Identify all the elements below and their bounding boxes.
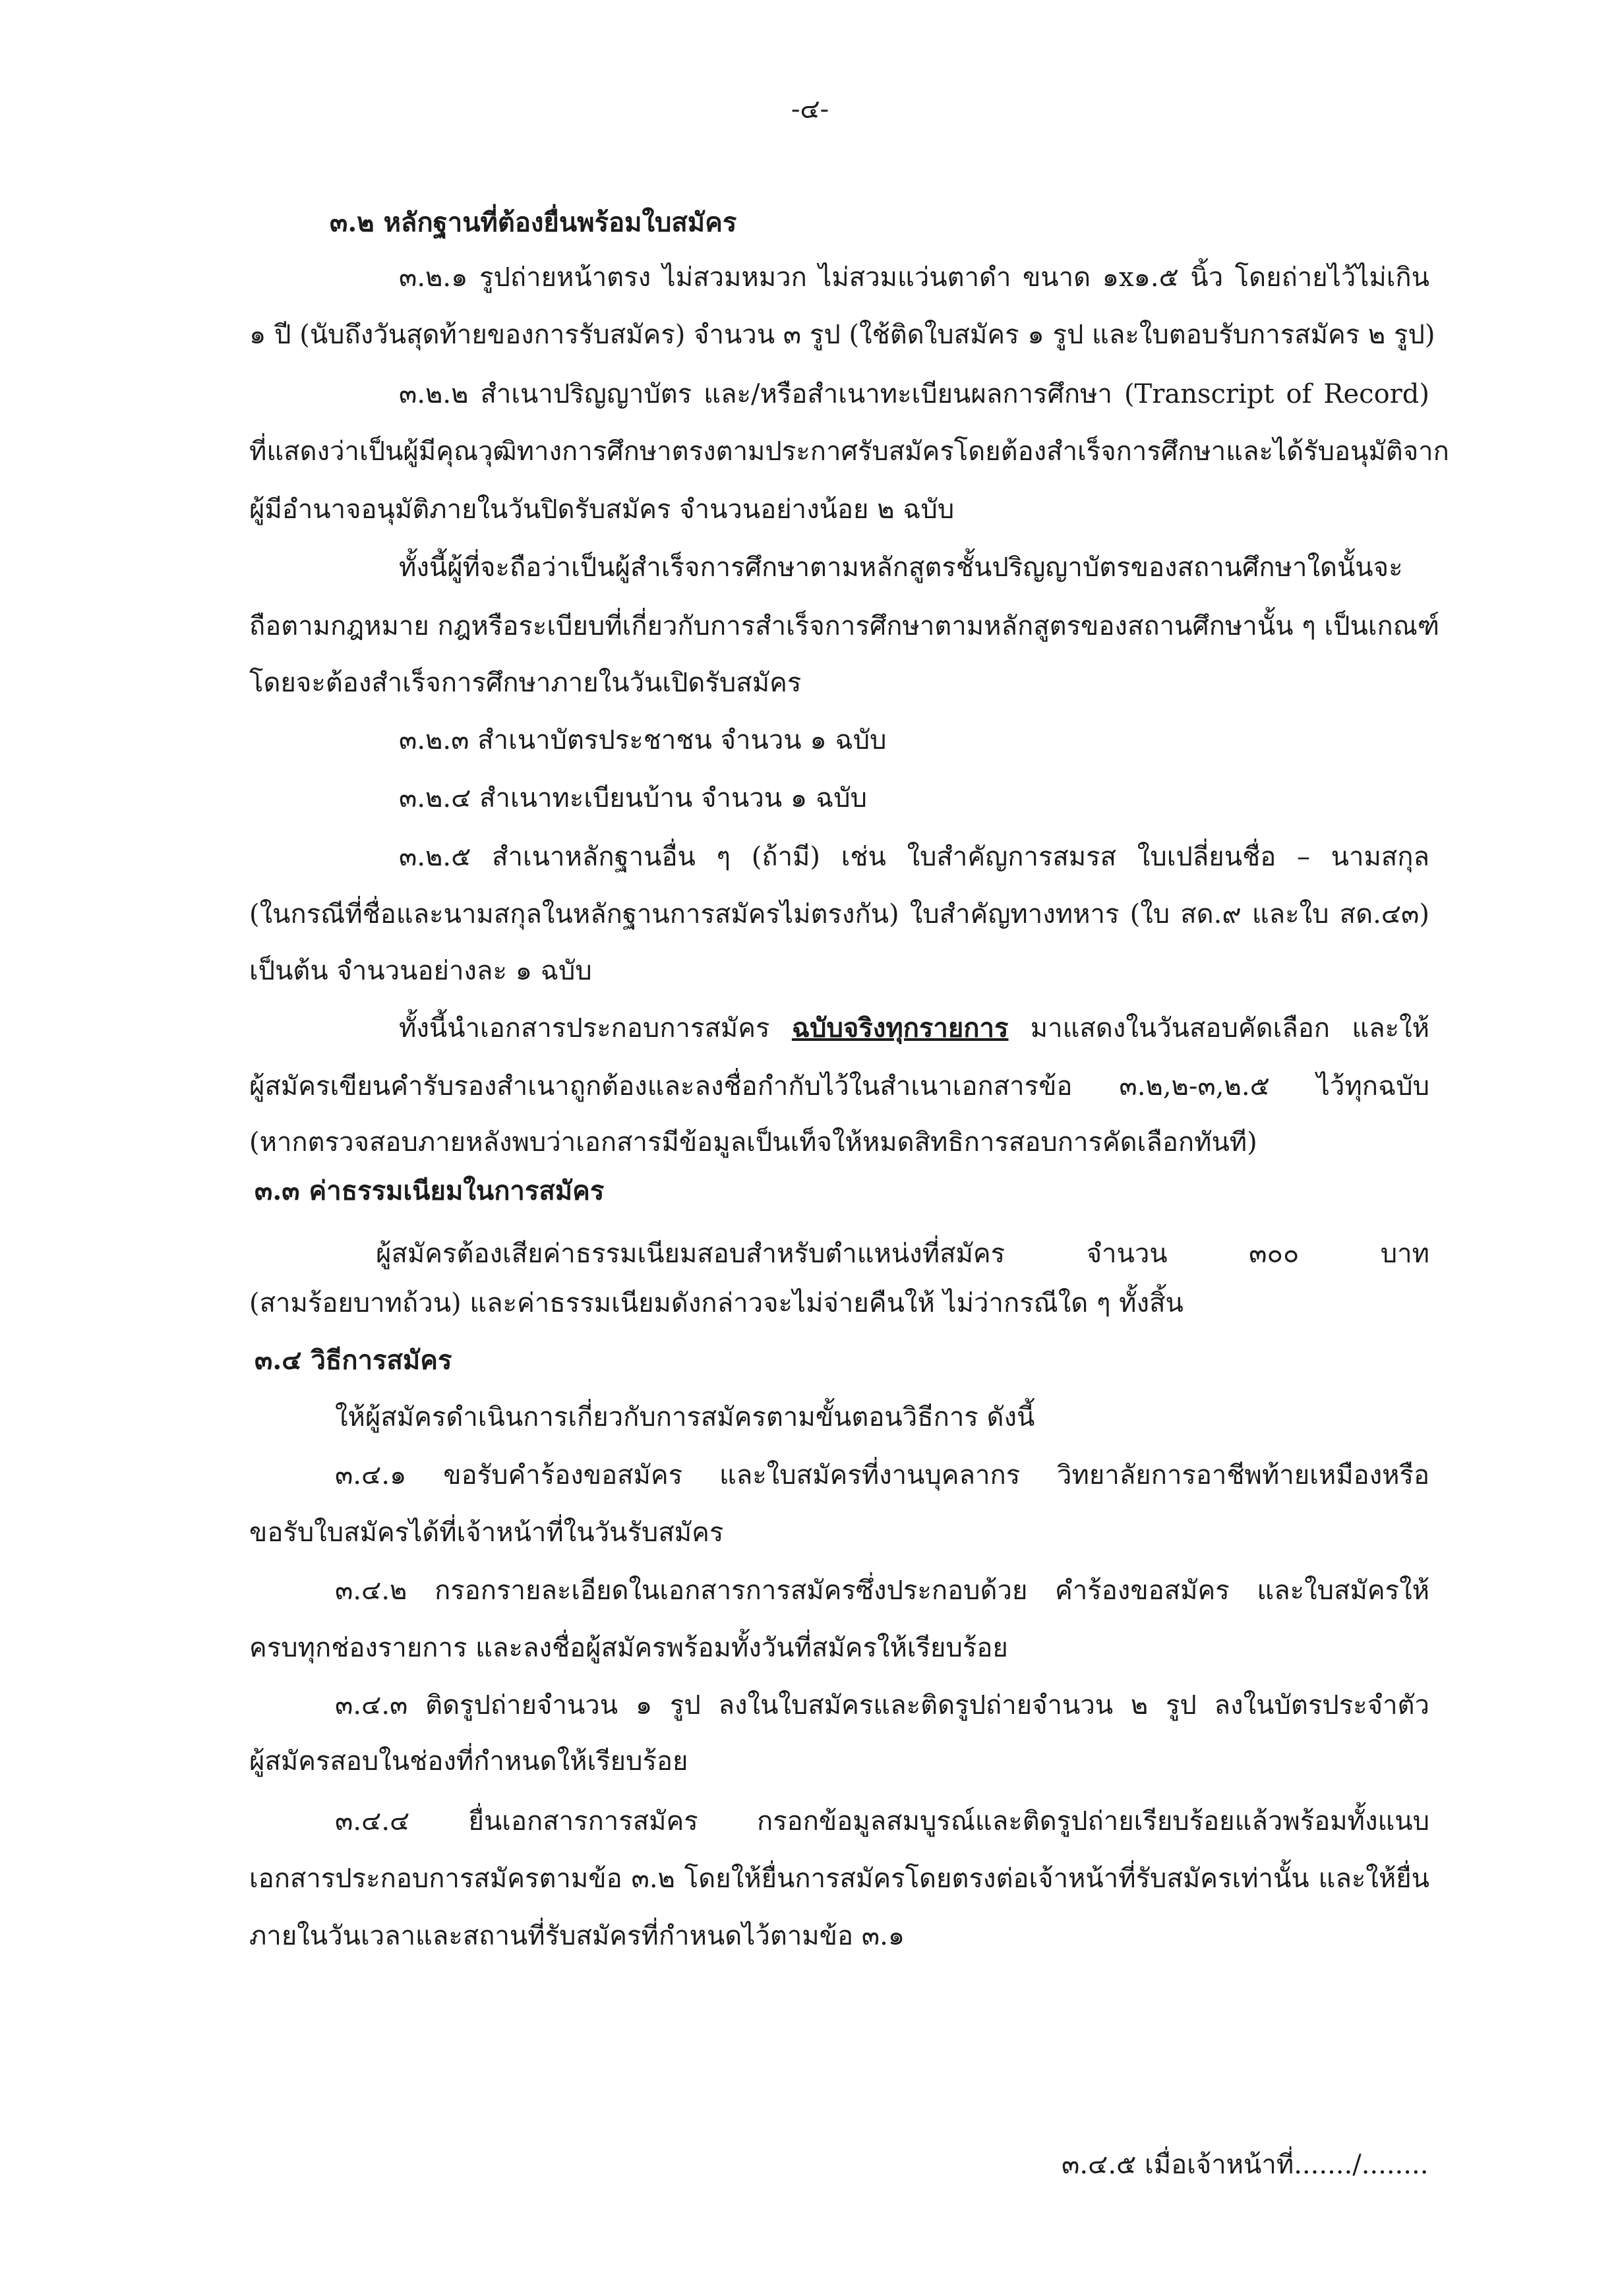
note-2-line-3: (หากตรวจสอบภายหลังพบว่าเอกสารมีข้อมูลเป็นเท็จให้หมดสิทธิการสอบการคัดเลือกทันที) [249, 1127, 1257, 1158]
note-1-line-2: ถือตามกฎหมาย กฎหรือระเบียบที่เกี่ยวกับการสำเร็จการศึกษาตามหลักสูตรของสถานศึกษานั้น ๆ เป็นเกณฑ์ [249, 611, 1440, 641]
fee-line-1: ผู้สมัครต้องเสียค่าธรรมเนียมสอบสำหรับตำแหน่งที่สมัคร จำนวน ๓๐๐ บาท [376, 1239, 1429, 1269]
page-number: -๔- [791, 94, 829, 125]
section-3-2-heading: ๓.๒ หลักฐานที่ต้องยื่นพร้อมใบสมัคร [330, 207, 737, 238]
item-3-2-4: ๓.๒.๔ สำเนาทะเบียนบ้าน จำนวน ๑ ฉบับ [399, 783, 867, 813]
section-3-3-heading: ๓.๓ ค่าธรรมเนียมในการสมัคร [255, 1175, 605, 1206]
item-3-2-1-line-1: ๓.๒.๑ รูปถ่ายหน้าตรง ไม่สวมหมวก ไม่สวมแว่นตาดำ ขนาด ๑x๑.๕ นิ้ว โดยถ่ายไว้ไม่เกิน [399, 262, 1429, 293]
fee-line-2: (สามร้อยบาทถ้วน) และค่าธรรมเนียมดังกล่าวจะไม่จ่ายคืนให้ ไม่ว่ากรณีใด ๆ ทั้งสิ้น [249, 1288, 1184, 1318]
item-3-2-1-line-2: ๑ ปี (นับถึงวันสุดท้ายของการรับสมัคร) จำนวน ๓ รูป (ใช้ติดใบสมัคร ๑ รูป และใบตอบรับการสมัคร ๒ รูป) [249, 320, 1435, 350]
item-3-2-3: ๓.๒.๓ สำเนาบัตรประชาชน จำนวน ๑ ฉบับ [399, 725, 887, 755]
note-1-line-3: โดยจะต้องสำเร็จการศึกษาภายในวันเปิดรับสมัคร [249, 668, 802, 698]
item-3-2-5-line-2: (ในกรณีที่ชื่อและนามสกุลในหลักฐานการสมัครไม่ตรงกัน) ใบสำคัญทางทหาร (ใบ สด.๙ และใบ สด.๔๓) [249, 899, 1429, 929]
item-3-2-5-line-1: ๓.๒.๕ สำเนาหลักฐานอื่น ๆ (ถ้ามี) เช่น ใบสำคัญการสมรส ใบเปลี่ยนชื่อ – นามสกุล [399, 842, 1429, 872]
item-3-4-1-line-1: ๓.๔.๑ ขอรับคำร้องขอสมัคร และใบสมัครที่งานบุคลากร วิทยาลัยการอาชีพท้ายเหมืองหรือ [335, 1460, 1429, 1490]
item-3-2-2-line-1: ๓.๒.๒ สำเนาปริญญาบัตร และ/หรือสำเนาทะเบียนผลการศึกษา (Transcript of Record) [399, 379, 1429, 409]
note-2-line-1 [399, 1013, 1429, 1044]
item-3-4-3-line-1: ๓.๔.๓ ติดรูปถ่ายจำนวน ๑ รูป ลงในใบสมัครและติดรูปถ่ายจำนวน ๒ รูป ลงในบัตรประจำตัว [335, 1690, 1429, 1721]
note-2-emphasis: ฉบับจริงทุกรายการ [791, 1013, 1009, 1044]
note-2-text-pre: ทั้งนี้นำเอกสารประกอบการสมัคร [399, 1013, 792, 1044]
item-3-2-5-line-3: เป็นต้น จำนวนอย่างละ ๑ ฉบับ [249, 956, 592, 986]
item-3-2-2-line-3: ผู้มีอำนาจอนุมัติภายในวันปิดรับสมัคร จำนวนอย่างน้อย ๒ ฉบับ [249, 494, 955, 525]
item-3-4-4-line-3: ภายในวันเวลาและสถานที่รับสมัครที่กำหนดไว้ตามข้อ ๓.๑ [249, 1921, 905, 1951]
item-3-4-3-line-2: ผู้สมัครสอบในช่องที่กำหนดให้เรียบร้อย [249, 1746, 688, 1777]
item-3-4-4-line-2: เอกสารประกอบการสมัครตามข้อ ๓.๒ โดยให้ยื่นการสมัครโดยตรงต่อเจ้าหน้าที่รับสมัครเท่านั้น และให้ยื่น [249, 1864, 1429, 1894]
note-2-text-post: มาแสดงในวันสอบคัดเลือก และให้ [1008, 1013, 1430, 1044]
item-3-4-1-line-2: ขอรับใบสมัครได้ที่เจ้าหน้าที่ในวันรับสมัคร [249, 1517, 724, 1548]
item-3-4-2-line-2: ครบทุกช่องรายการ และลงชื่อผู้สมัครพร้อมทั้งวันที่สมัครให้เรียบร้อย [249, 1633, 1008, 1663]
apply-intro: ให้ผู้สมัครดำเนินการเกี่ยวกับการสมัครตามขั้นตอนวิธีการ ดังนี้ [335, 1402, 1035, 1432]
continuation-note: ๓.๔.๕ เมื่อเจ้าหน้าที่......./........ [1062, 2150, 1429, 2180]
note-2-line-2: ผู้สมัครเขียนคำรับรองสำเนาถูกต้องและลงชื่อกำกับไว้ในสำเนาเอกสารข้อ ๓.๒,๒-๓,๒.๕ ไว้ทุกฉบับ [249, 1071, 1429, 1102]
item-3-4-2-line-1: ๓.๔.๒ กรอกรายละเอียดในเอกสารการสมัครซึ่งประกอบด้วย คำร้องขอสมัคร และใบสมัครให้ [335, 1575, 1429, 1606]
section-3-4-heading: ๓.๔ วิธีการสมัคร [255, 1345, 452, 1376]
note-1-line-1: ทั้งนี้ผู้ที่จะถือว่าเป็นผู้สำเร็จการศึกษาตามหลักสูตรชั้นปริญญาบัตรของสถานศึกษาใดนั้นจะ [399, 552, 1403, 583]
item-3-2-2-line-2: ที่แสดงว่าเป็นผู้มีคุณวุฒิทางการศึกษาตรงตามประกาศรับสมัครโดยต้องสำเร็จการศึกษาและได้รับอนุมัติจาก [249, 436, 1449, 467]
item-3-4-4-line-1: ๓.๔.๔ ยื่นเอกสารการสมัคร กรอกข้อมูลสมบูรณ์และติดรูปถ่ายเรียบร้อยแล้วพร้อมทั้งแนบ [335, 1806, 1429, 1837]
